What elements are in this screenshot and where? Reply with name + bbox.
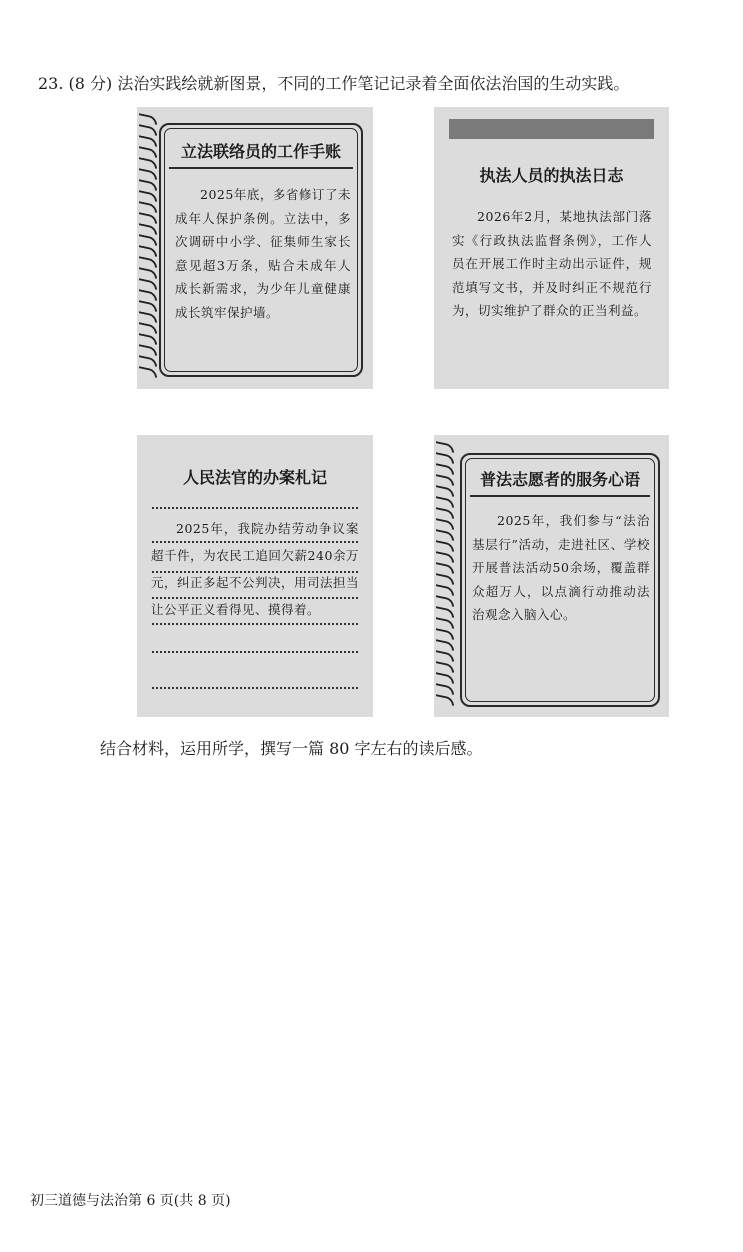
dotted-line [152, 651, 358, 653]
card-body: 2025年，我院办结劳动争议案超千件，为农民工追回欠薪240余万元，纠正多起不公判决，用司法担当让公平正义看得见、摸得着。 [151, 521, 360, 617]
spiral-ring [436, 540, 454, 552]
dotted-line [152, 687, 358, 689]
title-underline [470, 495, 650, 497]
spiral-ring [139, 168, 157, 180]
card-enforcement [434, 107, 669, 389]
card-legislation [137, 107, 373, 389]
spiral-binding [137, 107, 157, 389]
card-body: 2025年，我们参与“法治基层行”活动，走进社区、学校开展普法活动50余场，覆盖群众超万人，以点滴行动推动法治观念入脑入心。 [472, 513, 650, 622]
spiral-ring [139, 234, 157, 246]
spiral-ring [139, 267, 157, 279]
spiral-ring [436, 595, 454, 607]
card-title: 执法人员的执法日志 [479, 166, 624, 185]
spiral-ring [139, 190, 157, 202]
spiral-ring [139, 113, 157, 125]
spiral-ring [139, 157, 157, 169]
spiral-ring [139, 146, 157, 158]
spiral-ring [139, 179, 157, 191]
spiral-ring [436, 474, 454, 486]
spiral-ring [436, 452, 454, 464]
spiral-ring [436, 650, 454, 662]
card-body: 2026年2月，某地执法部门落实《行政执法监督条例》，工作人员在开展工作时主动出示证件，规范填写文书，并及时纠正不规范行为，切实维护了群众的正当利益。 [452, 209, 652, 318]
writing-instruction: 结合材料，运用所学，撰写一篇 80 字左右的读后感。 [100, 739, 483, 758]
title-underline [169, 167, 353, 169]
dotted-line [152, 623, 358, 625]
card-title: 立法联络员的工作手账 [180, 142, 341, 161]
page-footer: 初三道德与法治第 6 页(共 8 页) [30, 1193, 231, 1209]
spiral-ring [139, 124, 157, 136]
spiral-ring [436, 551, 454, 563]
spiral-ring [436, 617, 454, 629]
spiral-ring [436, 628, 454, 640]
spiral-ring [139, 289, 157, 301]
spiral-ring [436, 496, 454, 508]
spiral-ring [436, 606, 454, 618]
spiral-ring [139, 300, 157, 312]
card-title: 普法志愿者的服务心语 [479, 470, 640, 489]
spiral-ring [436, 584, 454, 596]
spiral-ring [436, 529, 454, 541]
spiral-ring [436, 562, 454, 574]
spiral-ring [436, 463, 454, 475]
spiral-ring [139, 322, 157, 334]
spiral-ring [139, 245, 157, 257]
card-body: 2025年底，多省修订了未成年人保护条例。立法中，多次调研中小学、征集师生家长意见超3万条，贴合未成年人成长新需求，为少年儿童健康成长筑牢保护墙。 [175, 187, 351, 320]
spiral-ring [436, 573, 454, 585]
spiral-ring [436, 507, 454, 519]
spiral-ring [139, 333, 157, 345]
spiral-ring [139, 311, 157, 323]
spiral-ring [436, 441, 454, 453]
spiral-ring [436, 518, 454, 530]
spiral-ring [436, 683, 454, 695]
card-volunteer [434, 435, 669, 717]
spiral-ring [139, 223, 157, 235]
question-stem: 23. (8 分) 法治实践绘就新图景，不同的工作笔记记录着全面依法治国的生动实践。 [38, 74, 630, 93]
spiral-ring [139, 355, 157, 367]
spiral-ring [139, 201, 157, 213]
dotted-line [152, 507, 358, 509]
header-bar [449, 119, 654, 139]
spiral-ring [139, 344, 157, 356]
spiral-ring [139, 212, 157, 224]
spiral-ring [139, 135, 157, 147]
card-judge [137, 435, 373, 717]
spiral-binding [434, 435, 454, 717]
card-title: 人民法官的办案札记 [182, 468, 327, 487]
spiral-ring [139, 256, 157, 268]
spiral-ring [436, 639, 454, 651]
spiral-ring [139, 278, 157, 290]
spiral-ring [436, 661, 454, 673]
spiral-ring [436, 672, 454, 684]
spiral-ring [436, 485, 454, 497]
spiral-ring [139, 366, 157, 378]
spiral-ring [436, 694, 454, 706]
